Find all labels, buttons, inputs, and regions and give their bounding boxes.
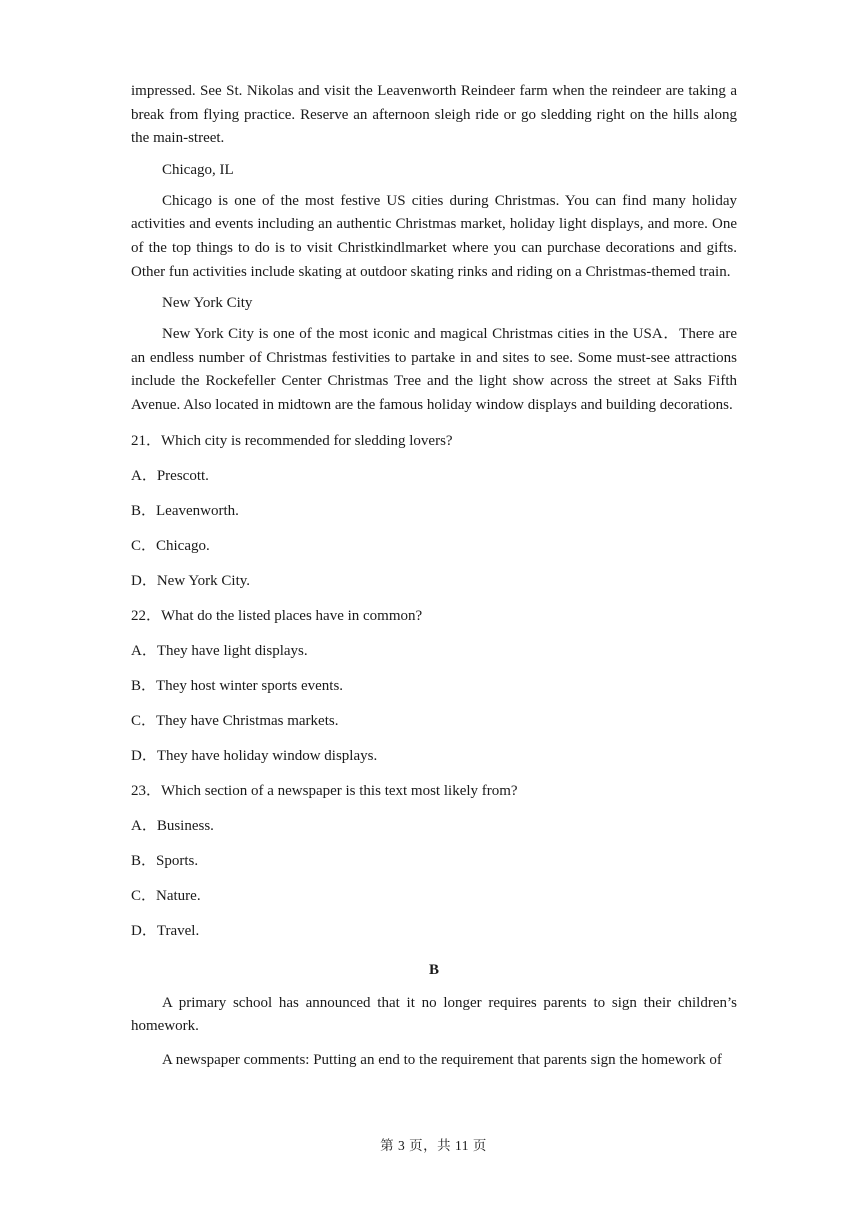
section-b-paragraph: A newspaper comments: Putting an end to the requirement that parents sign the homework of [162, 1051, 722, 1068]
city-description-chicago: Chicago is one of the most festive US cities during Christmas. You can find many holiday activities and events including an authentic Christmas market, holiday light displays, and more. One of the top things to do is to visit Christkindlmarket where you can purchase decorations and gifts. Other fun activities include skating at outdoor skating rinks and riding on a Christmas-themed train. [131, 192, 737, 280]
answer-option: B．Leavenworth. [131, 502, 239, 519]
section-b-paragraph: A primary school has announced that it no longer requires parents to sign their children’s homework. [131, 994, 737, 1035]
answer-option: C．Nature. [131, 887, 201, 904]
question-stem: 22．What do the listed places have in common? [131, 607, 423, 624]
answer-option: A．They have light displays. [131, 642, 308, 659]
page-footer: 第 3 页，共 11 页 [380, 1138, 487, 1153]
question-stem: 21．Which city is recommended for sledding lovers? [131, 432, 453, 449]
answer-option: D．They have holiday window displays. [131, 747, 378, 764]
question-stem: 23．Which section of a newspaper is this text most likely from? [131, 782, 518, 799]
answer-option: B．Sports. [131, 852, 199, 869]
answer-option: C．They have Christmas markets. [131, 712, 339, 729]
section-b-label: B [428, 961, 439, 978]
city-heading-chicago: Chicago, IL [162, 161, 234, 178]
answer-option: D．New York City. [131, 572, 251, 589]
answer-option: D．Travel. [131, 922, 200, 939]
answer-option: A．Prescott. [131, 467, 209, 484]
question-22 [131, 605, 737, 768]
question-21 [131, 430, 737, 593]
city-heading-new-york: New York City [162, 295, 253, 312]
intro-paragraph: impressed. See St. Nikolas and visit the Leavenworth Reindeer farm when the reindeer are taking a break from flying practice. Reserve an afternoon sleigh ride or go sledding right on the hills along the main-street. [131, 83, 737, 147]
answer-option: C．Chicago. [131, 537, 210, 554]
answer-option: B．They host winter sports events. [131, 677, 344, 694]
answer-option: A．Business. [131, 817, 214, 834]
document-page [131, 80, 737, 1072]
question-23 [131, 780, 737, 943]
city-description-new-york: New York City is one of the most iconic and magical Christmas cities in the USA．There are an endless number of Christmas festivities to partake in and sites to see. Some must-see attractions include the Rockefeller Center Christmas Tree and the light show across the street at Saks Fifth Avenue. Also located in midtown are the famous holiday window displays and building decorations. [131, 326, 737, 413]
